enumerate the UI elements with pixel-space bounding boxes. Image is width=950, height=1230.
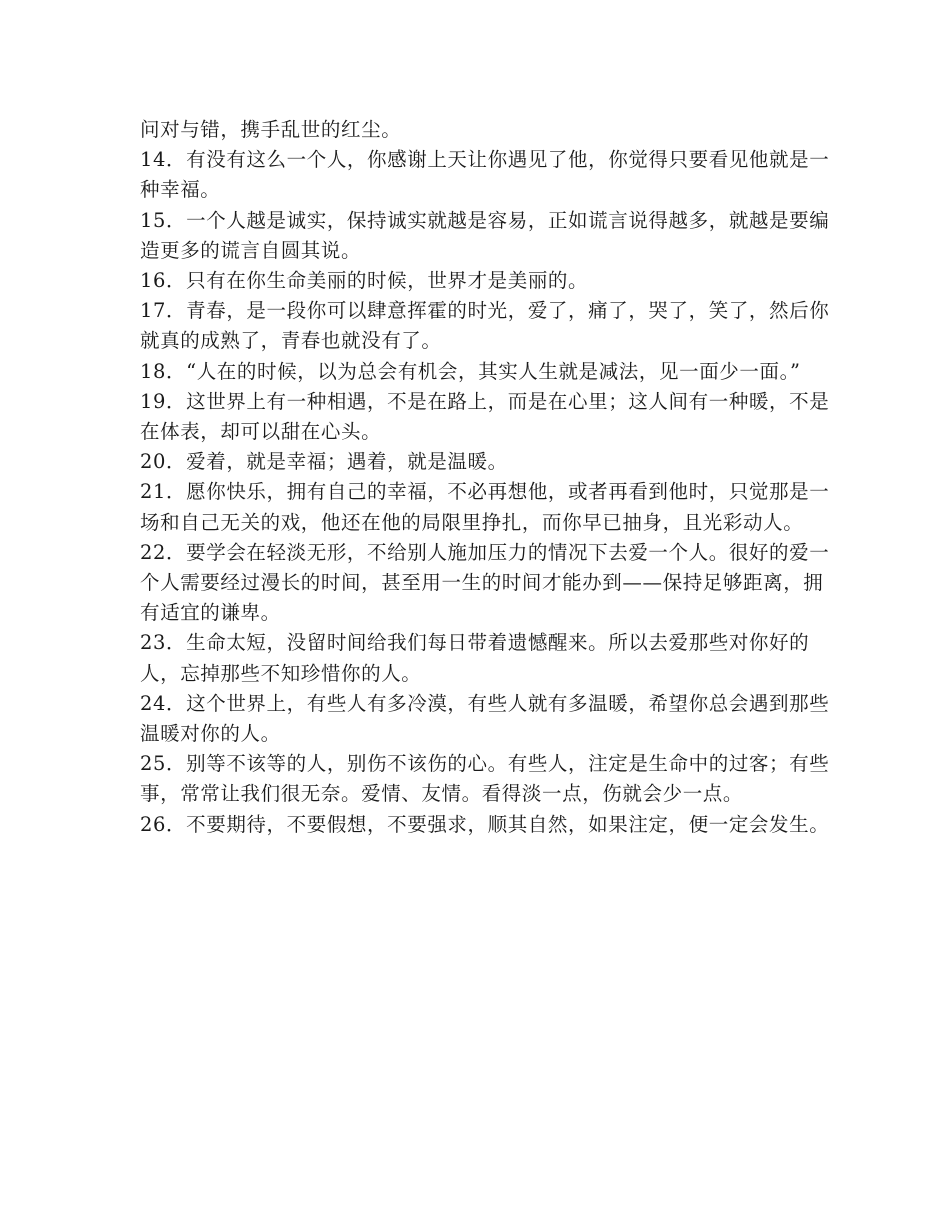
item-number: 24． xyxy=(140,691,187,715)
list-item xyxy=(140,477,830,537)
item-text: 一个人越是诚实，保持诚实就越是容易，正如谎言说得越多，就越是要编造更多的谎言自圆其说。 xyxy=(140,208,830,262)
list-item xyxy=(140,266,830,296)
item-text: 这世界上有一种相遇，不是在路上，而是在心里；这人间有一种暖，不是在体表，却可以甜在心头。 xyxy=(140,389,830,444)
item-number: 25． xyxy=(140,752,187,776)
list-item xyxy=(140,296,830,356)
item-number: 20． xyxy=(140,450,187,474)
quote-list xyxy=(140,115,830,840)
item-number: 23． xyxy=(140,631,187,655)
item-number: 15． xyxy=(140,208,187,232)
item-text: 愿你快乐，拥有自己的幸福，不必再想他，或者再看到他时，只觉那是一场和自己无关的戏，他还在他的局限里挣扎，而你早已抽身，且光彩动人。 xyxy=(140,480,830,534)
list-item xyxy=(140,357,830,387)
item-number: 21． xyxy=(140,480,187,504)
item-text: 生命太短，没留时间给我们每日带着遗憾醒来。所以去爱那些对你好的人，忘掉那些不知珍惜你的人。 xyxy=(140,631,810,685)
list-item xyxy=(140,538,830,629)
item-text: 别等不该等的人，别伤不该伤的心。有些人，注定是生命中的过客；有些事，常常让我们很无奈。爱情、友情。看得淡一点，伤就会少一点。 xyxy=(140,752,830,806)
item-text: 只有在你生命美丽的时候，世界才是美丽的。 xyxy=(186,269,589,293)
list-item xyxy=(140,206,830,266)
item-number: 16． xyxy=(140,269,187,293)
item-number: 14． xyxy=(140,148,187,172)
item-text: 有没有这么一个人，你感谢上天让你遇见了他，你觉得只要看见他就是一种幸福。 xyxy=(140,148,830,202)
list-item xyxy=(140,145,830,205)
list-item xyxy=(140,810,830,840)
list-item xyxy=(140,628,830,688)
item-text: 这个世界上，有些人有多冷漠，有些人就有多温暖，希望你总会遇到那些温暖对你的人。 xyxy=(140,691,830,746)
list-item xyxy=(140,447,830,477)
item-text: 爱着，就是幸福；遇着，就是温暖。 xyxy=(186,450,508,474)
item-text: 不要期待，不要假想，不要强求，顺其自然，如果注定，便一定会发生。 xyxy=(186,812,830,836)
item-number: 18． xyxy=(140,359,187,383)
item-number: 26． xyxy=(140,812,187,836)
item-text: “人在的时候，以为总会有机会，其实人生就是减法，见一面少一面。” xyxy=(186,359,801,383)
item-number: 19． xyxy=(140,389,187,413)
item-text: 要学会在轻淡无形，不给别人施加压力的情况下去爱一个人。很好的爱一个人需要经过漫长的时间，甚至用一生的时间才能办到——保持足够距离，拥有适宜的谦卑。 xyxy=(140,540,830,625)
item-number: 22． xyxy=(140,540,187,564)
item-number: 17． xyxy=(140,299,187,323)
list-item xyxy=(140,115,830,145)
list-item xyxy=(140,749,830,809)
item-text: 问对与错，携手乱世的红尘。 xyxy=(140,118,402,141)
item-text: 青春，是一段你可以肆意挥霍的时光，爱了，痛了，哭了，笑了，然后你就真的成熟了，青春也就没有了。 xyxy=(140,299,830,353)
list-item xyxy=(140,689,830,749)
list-item xyxy=(140,387,830,447)
